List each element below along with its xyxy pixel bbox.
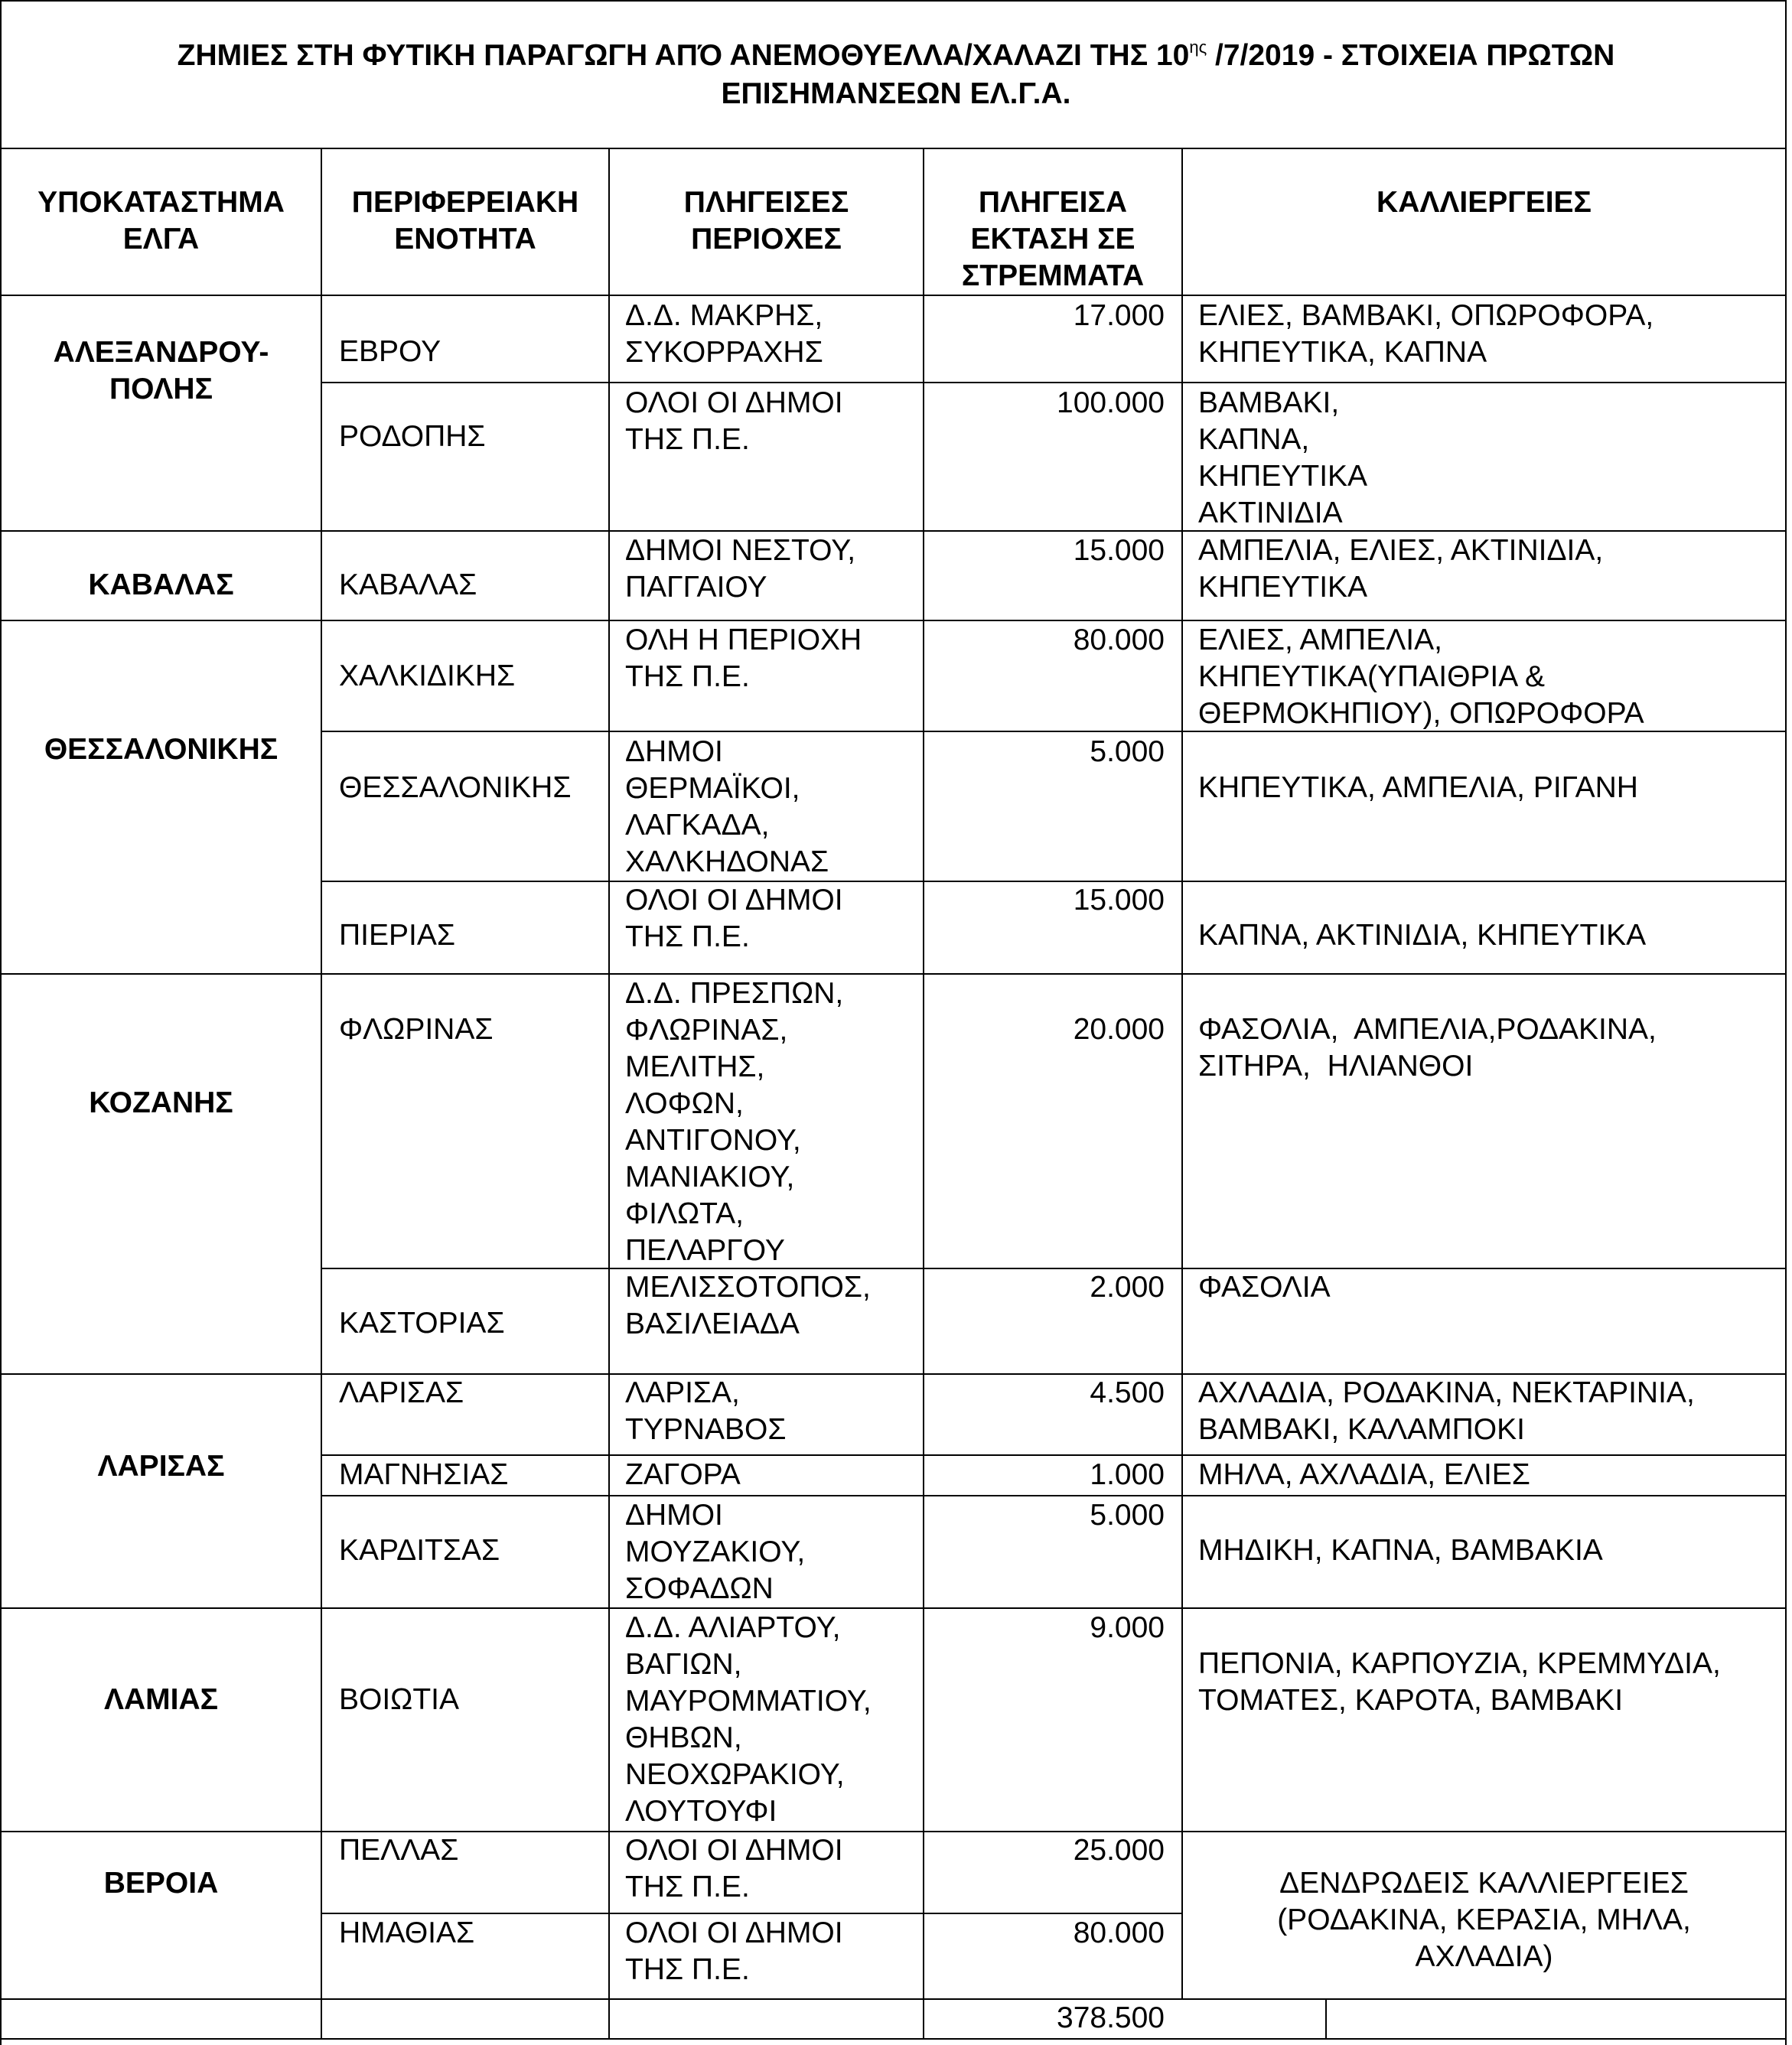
regional-unit-cell: ΚΑΡΔΙΤΣΑΣ bbox=[339, 1534, 500, 1567]
rule-title bbox=[0, 148, 1787, 149]
title-superscript: ης bbox=[1189, 37, 1207, 57]
branch-cell: ΛΑΡΙΣΑΣ bbox=[97, 1450, 225, 1483]
acreage-cell: 9.000 bbox=[1090, 1611, 1165, 1644]
acreage-cell: 100.000 bbox=[1057, 386, 1165, 419]
report-title-line-1 bbox=[0, 37, 1792, 75]
crops-cell: ΜΗΔΙΚΗ, ΚΑΠΝΑ, ΒΑΜΒΑΚΙΑ bbox=[1198, 1534, 1603, 1567]
acreage-cell: 15.000 bbox=[1073, 534, 1165, 567]
affected-areas-cell: ΔΗΜΟΙ ΝΕΣΤΟΥ, ΠΑΓΓΑΙΟΥ bbox=[625, 534, 856, 604]
rule-row bbox=[321, 1913, 1181, 1914]
acreage-cell: 25.000 bbox=[1073, 1834, 1165, 1867]
affected-areas-cell: Δ.Δ. ΠΡΕΣΠΩΝ, ΦΛΩΡΙΝΑΣ, ΜΕΛΙΤΗΣ, ΛΟΦΩΝ, ΑΝΤΙΓΟΝΟΥ, ΜΑΝΙΑΚΙΟΥ, ΦΙΛΩΤΑ, ΠΕΛΑΡΓΟΥ bbox=[625, 977, 844, 1267]
crops-cell: ΑΧΛΑΔΙΑ, ΡΟΔΑΚΙΝΑ, ΝΕΚΤΑΡΙΝΙΑ, ΒΑΜΒΑΚΙ, ΚΑΛΑΜΠΟΚΙ bbox=[1198, 1376, 1695, 1446]
crops-cell: ΕΛΙΕΣ, ΑΜΠΕΛΙΑ, ΚΗΠΕΥΤΙΚΑ(ΥΠΑΙΘΡΙΑ & ΘΕΡΜΟΚΗΠΙΟΥ), ΟΠΩΡΟΦΟΡΑ bbox=[1198, 624, 1644, 730]
rule-row bbox=[321, 1454, 1787, 1456]
col-rule bbox=[1181, 148, 1183, 2000]
title-text-end: /7/2019 - ΣΤΟΙΧΕΙΑ ΠΡΩΤΩΝ bbox=[1207, 39, 1615, 72]
border-top bbox=[0, 0, 1787, 2]
branch-cell: ΚΑΒΑΛΑΣ bbox=[88, 568, 234, 601]
regional-unit-cell: ΦΛΩΡΙΝΑΣ bbox=[339, 1013, 494, 1046]
report-title bbox=[0, 37, 1792, 113]
branch-cell: ΘΕΣΣΑΛΟΝΙΚΗΣ bbox=[44, 733, 279, 766]
acreage-cell: 17.000 bbox=[1073, 299, 1165, 332]
title-text: ΖΗΜΙΕΣ ΣΤΗ ΦΥΤΙΚΗ ΠΑΡΑΓΩΓΗ ΑΠΌ ΑΝΕΜΟΘΥΕΛΛΑ/ΧΑΛΑΖΙ ΤΗΣ 10 bbox=[177, 39, 1190, 72]
branch-cell: ΛΑΜΙΑΣ bbox=[103, 1683, 219, 1716]
acreage-cell: 1.000 bbox=[1090, 1458, 1165, 1491]
crops-cell: ΑΜΠΕΛΙΑ, ΕΛΙΕΣ, ΑΚΤΙΝΙΔΙΑ, ΚΗΠΕΥΤΙΚΑ bbox=[1198, 534, 1604, 604]
header-affected-areas: ΠΛΗΓΕΙΣΕΣ ΠΕΡΙΟΧΕΣ bbox=[683, 186, 849, 256]
affected-areas-cell: ΔΗΜΟΙ ΜΟΥΖΑΚΙΟΥ, ΣΟΦΑΔΩΝ bbox=[625, 1499, 806, 1605]
border-bottom bbox=[0, 2038, 1787, 2040]
regional-unit-cell: ΘΕΣΣΑΛΟΝΙΚΗΣ bbox=[339, 771, 572, 804]
rule-row bbox=[321, 1495, 1787, 1496]
affected-areas-cell: ΟΛΗ Η ΠΕΡΙΟΧΗ ΤΗΣ Π.Ε. bbox=[625, 624, 862, 693]
regional-unit-cell: ΚΑΒΑΛΑΣ bbox=[339, 568, 477, 601]
acreage-cell: 80.000 bbox=[1073, 624, 1165, 656]
affected-areas-cell: ΔΗΜΟΙ ΘΕΡΜΑΪΚΟΙ, ΛΑΓΚΑΔΑ, ΧΑΛΚΗΔΟΝΑΣ bbox=[625, 735, 829, 878]
crops-cell: ΚΗΠΕΥΤΙΚΑ, ΑΜΠΕΛΙΑ, ΡΙΓΑΝΗ bbox=[1198, 771, 1638, 804]
affected-areas-cell: ΜΕΛΙΣΣΟΤΟΠΟΣ, ΒΑΣΙΛΕΙΑΔΑ bbox=[625, 1271, 871, 1340]
col-rule bbox=[608, 148, 610, 2040]
crops-cell: ΠΕΠΟΝΙΑ, ΚΑΡΠΟΥΖΙΑ, ΚΡΕΜΜΥΔΙΑ, ΤΟΜΑΤΕΣ, ΚΑΡΟΤΑ, ΒΑΜΒΑΚΙ bbox=[1198, 1647, 1721, 1717]
regional-unit-cell: ΛΑΡΙΣΑΣ bbox=[339, 1376, 464, 1409]
affected-areas-cell: ΟΛΟΙ ΟΙ ΔΗΜΟΙ ΤΗΣ Π.Ε. bbox=[625, 1916, 843, 1986]
regional-unit-cell: ΠΙΕΡΙΑΣ bbox=[339, 919, 455, 952]
header-crops: ΚΑΛΛΙΕΡΓΕΙΕΣ bbox=[1377, 186, 1592, 219]
regional-unit-cell: ΒΟΙΩΤΙΑ bbox=[339, 1683, 460, 1716]
affected-areas-cell: ΟΛΟΙ ΟΙ ΔΗΜΟΙ ΤΗΣ Π.Ε. bbox=[625, 386, 843, 456]
affected-areas-cell: ΛΑΡΙΣΑ, ΤΥΡΝΑΒΟΣ bbox=[625, 1376, 787, 1446]
rule-branch bbox=[0, 1607, 1787, 1609]
acreage-cell: 15.000 bbox=[1073, 884, 1165, 917]
col-rule bbox=[923, 148, 924, 2040]
rule-branch bbox=[0, 1831, 1787, 1832]
report-title-line-2: ΕΠΙΣΗΜΑΝΣΕΩΝ ΕΛ.Γ.Α. bbox=[721, 77, 1071, 110]
acreage-cell: 4.500 bbox=[1090, 1376, 1165, 1409]
regional-unit-cell: ΜΑΓΝΗΣΙΑΣ bbox=[339, 1458, 509, 1491]
acreage-cell: 2.000 bbox=[1090, 1271, 1165, 1304]
crops-cell-merged: ΔΕΝΔΡΩΔΕΙΣ ΚΑΛΛΙΕΡΓΕΙΕΣ (ΡΟΔΑΚΙΝΑ, ΚΕΡΑΣΙΑ, ΜΗΛΑ, ΑΧΛΑΔΙΑ) bbox=[1277, 1867, 1691, 1973]
regional-unit-cell: ΡΟΔΟΠΗΣ bbox=[339, 420, 486, 453]
affected-areas-cell: Δ.Δ. ΜΑΚΡΗΣ, ΣΥΚΟΡΡΑΧΗΣ bbox=[625, 299, 823, 369]
regional-unit-cell: ΚΑΣΤΟΡΙΑΣ bbox=[339, 1307, 505, 1340]
regional-unit-cell: ΗΜΑΘΙΑΣ bbox=[339, 1916, 475, 1949]
crops-cell: ΜΗΛΑ, ΑΧΛΑΔΙΑ, ΕΛΙΕΣ bbox=[1198, 1458, 1530, 1491]
acreage-cell: 80.000 bbox=[1073, 1916, 1165, 1949]
crops-cell: ΦΑΣΟΛΙΑ, ΑΜΠΕΛΙΑ,ΡΟΔΑΚΙΝΑ, ΣΙΤΗΡΑ, ΗΛΙΑΝΘΟΙ bbox=[1198, 1013, 1657, 1083]
rule-header bbox=[0, 295, 1787, 296]
header-affected-acreage: ΠΛΗΓΕΙΣΑ ΕΚΤΑΣΗ ΣΕ ΣΤΡΕΜΜΑΤΑ bbox=[961, 186, 1145, 292]
header-regional-unit: ΠΕΡΙΦΕΡΕΙΑΚΗ ΕΝΟΤΗΤΑ bbox=[351, 186, 579, 256]
affected-areas-cell: ΖΑΓΟΡΑ bbox=[625, 1458, 741, 1491]
crops-cell: ΚΑΠΝΑ, ΑΚΤΙΝΙΔΙΑ, ΚΗΠΕΥΤΙΚΑ bbox=[1198, 919, 1647, 952]
crops-cell: ΕΛΙΕΣ, ΒΑΜΒΑΚΙ, ΟΠΩΡΟΦΟΡΑ, ΚΗΠΕΥΤΙΚΑ, ΚΑΠΝΑ bbox=[1198, 299, 1654, 369]
branch-cell: ΑΛΕΞΑΝΔΡΟΥ- ΠΟΛΗΣ bbox=[53, 336, 269, 405]
rule-total bbox=[0, 1998, 1787, 2000]
affected-areas-cell: Δ.Δ. ΑΛΙΑΡΤΟΥ, ΒΑΓΙΩΝ, ΜΑΥΡΟΜΜΑΤΙΟΥ, ΘΗΒΩΝ, ΝΕΟΧΩΡΑΚΙΟΥ, ΛΟΥΤΟΥΦΙ bbox=[625, 1611, 872, 1828]
border-left bbox=[0, 0, 2, 2045]
col-rule bbox=[321, 148, 322, 2040]
border-right bbox=[1785, 0, 1787, 2045]
regional-unit-cell: ΠΕΛΛΑΣ bbox=[339, 1834, 459, 1867]
rule-branch bbox=[0, 530, 1787, 532]
acreage-cell: 5.000 bbox=[1090, 1499, 1165, 1532]
rule-row bbox=[321, 382, 1787, 383]
branch-cell: ΒΕΡΟΙΑ bbox=[103, 1867, 219, 1900]
crops-cell: ΒΑΜΒΑΚΙ, ΚΑΠΝΑ, ΚΗΠΕΥΤΙΚΑ ΑΚΤΙΝΙΔΙΑ bbox=[1198, 386, 1368, 529]
rule-branch bbox=[0, 620, 1787, 621]
affected-areas-cell: ΟΛΟΙ ΟΙ ΔΗΜΟΙ ΤΗΣ Π.Ε. bbox=[625, 1834, 843, 1903]
regional-unit-cell: ΕΒΡΟΥ bbox=[339, 335, 441, 368]
acreage-cell: 20.000 bbox=[1073, 1013, 1165, 1046]
branch-cell: ΚΟΖΑΝΗΣ bbox=[89, 1086, 233, 1119]
total-acreage: 378.500 bbox=[1057, 2001, 1165, 2034]
header-branch: ΥΠΟΚΑΤΑΣΤΗΜΑ ΕΛΓΑ bbox=[37, 186, 285, 256]
acreage-cell: 5.000 bbox=[1090, 735, 1165, 768]
rule-branch bbox=[0, 973, 1787, 975]
affected-areas-cell: ΟΛΟΙ ΟΙ ΔΗΜΟΙ ΤΗΣ Π.Ε. bbox=[625, 884, 843, 953]
col-rule bbox=[1325, 1998, 1327, 2040]
crops-cell: ΦΑΣΟΛΙΑ bbox=[1198, 1271, 1331, 1304]
regional-unit-cell: ΧΑΛΚΙΔΙΚΗΣ bbox=[339, 659, 516, 692]
